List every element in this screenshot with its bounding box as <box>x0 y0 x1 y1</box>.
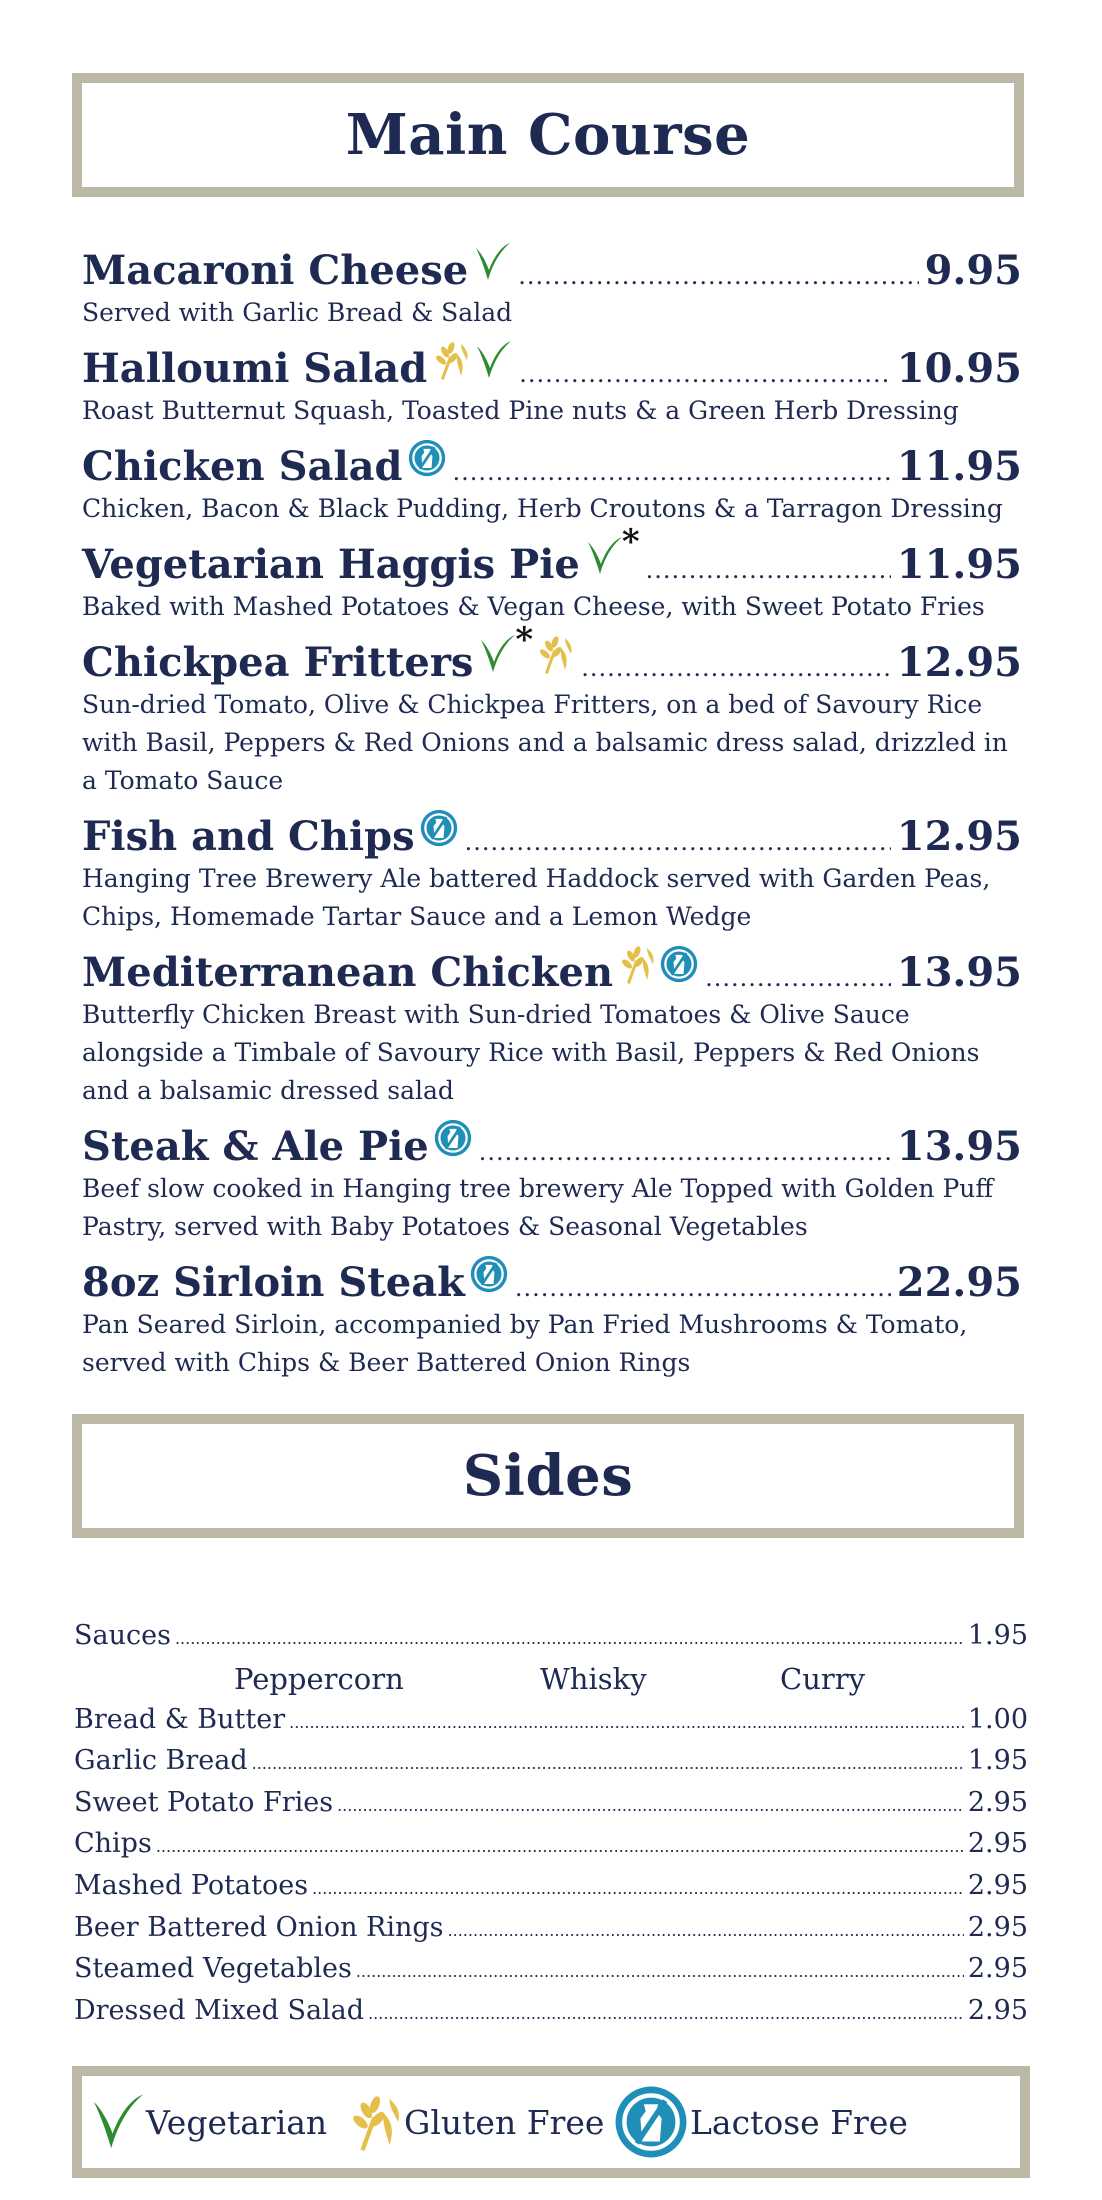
dot-leader <box>368 2004 964 2023</box>
side-name: Dressed Mixed Salad <box>74 1994 365 2026</box>
side-price: 2.95 <box>967 1994 1028 2026</box>
side-row <box>74 1787 1028 1829</box>
side-price: 1.95 <box>967 1745 1028 1777</box>
side-row-sauces <box>74 1620 1028 1662</box>
menu-item-name: Chickpea Fritters <box>82 639 474 686</box>
side-row <box>74 1953 1028 1995</box>
main-course-header <box>72 73 1024 197</box>
menu-item-name: Mediterranean Chicken <box>82 949 614 996</box>
dietary-icons <box>584 522 640 578</box>
menu-item-line <box>82 522 1022 588</box>
menu-item-description: Chicken, Bacon & Black Pudding, Herb Croutons & a Tarragon Dressing <box>82 494 1003 523</box>
menu-item-name: Fish and Chips <box>82 813 415 860</box>
legend-vegetarian <box>88 2083 327 2161</box>
lactose-free-icon <box>407 436 447 480</box>
dot-leader <box>479 1138 891 1166</box>
dietary-icons <box>617 942 699 986</box>
menu-item-line <box>82 942 1022 996</box>
menu-item-name: Chicken Salad <box>82 443 403 490</box>
dietary-icons <box>477 620 575 676</box>
dot-leader <box>465 828 891 856</box>
vegetarian-icon <box>88 2083 146 2161</box>
dot-leader <box>646 556 891 584</box>
legend-lactose-free <box>612 2083 908 2161</box>
lactose-free-icon <box>469 1252 509 1296</box>
menu-item <box>82 338 1022 430</box>
gluten-free-icon <box>617 942 657 986</box>
side-row <box>74 1745 1028 1787</box>
dietary-icons <box>472 240 512 284</box>
menu-item-price: 9.95 <box>924 247 1022 294</box>
menu-item-line <box>82 436 1022 490</box>
dot-leader <box>337 1796 964 1815</box>
main-course-list <box>82 240 1022 1388</box>
menu-item-name: Macaroni Cheese <box>82 247 469 294</box>
vegetarian-icon <box>584 534 624 578</box>
menu-item <box>82 1116 1022 1246</box>
menu-item-line <box>82 240 1022 294</box>
dietary-icons <box>469 1252 509 1296</box>
menu-item-price: 13.95 <box>896 949 1022 996</box>
asterisk-mark: * <box>515 620 534 660</box>
gluten-free-icon <box>346 2083 404 2161</box>
menu-item-description: Sun-dried Tomato, Olive & Chickpea Fritters, on a bed of Savoury Rice with Basil, Peppers & Red Onions and a balsamic dress salad, drizzled in a Tomato Sauce <box>82 690 1008 795</box>
side-price: 2.95 <box>967 1828 1028 1860</box>
dot-leader <box>518 262 918 290</box>
menu-item-description: Hanging Tree Brewery Ale battered Haddock served with Garden Peas, Chips, Homemade Tartar Sauce and a Lemon Wedge <box>82 864 991 931</box>
menu-item-description: Beef slow cooked in Hanging tree brewery Ale Topped with Golden Puff Pastry, served with Baby Potatoes & Seasonal Vegetables <box>82 1174 994 1241</box>
dietary-icons <box>419 806 459 850</box>
menu-item-price: 22.95 <box>896 1259 1022 1306</box>
asterisk-mark: * <box>621 522 640 562</box>
menu-item <box>82 620 1022 800</box>
side-row <box>74 1912 1028 1954</box>
menu-item-description: Roast Butternut Squash, Toasted Pine nuts & a Green Herb Dressing <box>82 396 959 425</box>
side-row <box>74 1870 1028 1912</box>
menu-item-line <box>82 1116 1022 1170</box>
sides-title: Sides <box>462 1443 634 1509</box>
menu-item-price: 12.95 <box>896 639 1022 686</box>
dot-leader <box>705 964 891 992</box>
dot-leader <box>312 1879 964 1898</box>
menu-item-price: 11.95 <box>896 541 1022 588</box>
side-row <box>74 1828 1028 1870</box>
side-price: 1.00 <box>967 1703 1028 1735</box>
vegetarian-icon <box>477 632 517 676</box>
side-name: Steamed Vegetables <box>74 1953 352 1985</box>
menu-item <box>82 240 1022 332</box>
side-name: Garlic Bread <box>74 1745 248 1777</box>
menu-item-line <box>82 806 1022 860</box>
menu-item-line <box>82 1252 1022 1306</box>
side-price: 1.95 <box>967 1620 1028 1651</box>
sauce-option: Curry <box>780 1661 865 1696</box>
side-name: Sweet Potato Fries <box>74 1786 334 1818</box>
dietary-icons <box>433 1116 473 1160</box>
dot-leader <box>453 458 891 486</box>
menu-item-description: Pan Seared Sirloin, accompanied by Pan Fried Mushrooms & Tomato, served with Chips & Beer Battered Onion Rings <box>82 1310 968 1377</box>
sides-header <box>72 1414 1024 1538</box>
side-row <box>74 1995 1028 2037</box>
menu-item-description: Baked with Mashed Potatoes & Vegan Cheese, with Sweet Potato Fries <box>82 592 985 621</box>
menu-item-price: 10.95 <box>896 345 1022 392</box>
dot-leader <box>289 1713 964 1732</box>
dot-leader <box>356 1962 964 1981</box>
menu-item-price: 11.95 <box>896 443 1022 490</box>
menu-item <box>82 522 1022 626</box>
dietary-icons <box>431 338 513 382</box>
menu-item <box>82 942 1022 1110</box>
side-name: Mashed Potatoes <box>74 1869 309 1901</box>
lactose-free-icon <box>612 2083 690 2161</box>
side-price: 2.95 <box>967 1911 1028 1943</box>
dot-leader <box>519 360 891 388</box>
dot-leader <box>252 1754 964 1773</box>
legend-label: Vegetarian <box>146 2102 328 2142</box>
menu-item-name: Halloumi Salad <box>82 345 428 392</box>
menu-item-name: 8oz Sirloin Steak <box>82 1259 465 1306</box>
side-name: Sauces <box>74 1620 171 1651</box>
lactose-free-icon <box>419 806 459 850</box>
side-row <box>74 1704 1028 1746</box>
dot-leader <box>515 1274 891 1302</box>
dietary-legend <box>72 2066 1030 2178</box>
menu-item-description: Served with Garlic Bread & Salad <box>82 298 513 327</box>
menu-item <box>82 1252 1022 1382</box>
sauce-options <box>74 1662 1028 1704</box>
dot-leader <box>156 1837 964 1856</box>
menu-item-line <box>82 620 1022 686</box>
dot-leader <box>581 654 891 682</box>
menu-item-name: Vegetarian Haggis Pie <box>82 541 580 588</box>
vegetarian-icon <box>472 240 512 284</box>
menu-item-price: 12.95 <box>896 813 1022 860</box>
menu-item <box>82 436 1022 528</box>
lactose-free-icon <box>659 942 699 986</box>
side-name: Bread & Butter <box>74 1703 286 1735</box>
legend-label: Gluten Free <box>404 2102 605 2142</box>
side-price: 2.95 <box>967 1786 1028 1818</box>
gluten-free-icon <box>431 338 471 382</box>
vegetarian-icon <box>473 338 513 382</box>
legend-gluten-free <box>346 2083 604 2161</box>
side-price: 2.95 <box>967 1953 1028 1985</box>
lactose-free-icon <box>433 1116 473 1160</box>
menu-item-line <box>82 338 1022 392</box>
menu-item-price: 13.95 <box>896 1123 1022 1170</box>
side-name: Chips <box>74 1828 152 1860</box>
sauce-option: Peppercorn <box>234 1661 404 1696</box>
dietary-icons <box>407 436 447 480</box>
menu-item <box>82 806 1022 936</box>
dot-leader <box>448 1921 964 1940</box>
legend-label: Lactose Free <box>690 2102 908 2142</box>
gluten-free-icon <box>535 632 575 676</box>
sauce-option: Whisky <box>540 1661 647 1696</box>
main-course-title: Main Course <box>345 102 751 168</box>
side-name: Beer Battered Onion Rings <box>74 1911 444 1943</box>
dot-leader <box>175 1629 964 1648</box>
menu-item-description: Butterfly Chicken Breast with Sun-dried Tomatoes & Olive Sauce alongside a Timbale of Savoury Rice with Basil, Peppers & Red Onions and a balsamic dressed salad <box>82 1000 980 1105</box>
side-price: 2.95 <box>967 1869 1028 1901</box>
sides-list <box>74 1620 1028 2036</box>
menu-item-name: Steak & Ale Pie <box>82 1123 429 1170</box>
